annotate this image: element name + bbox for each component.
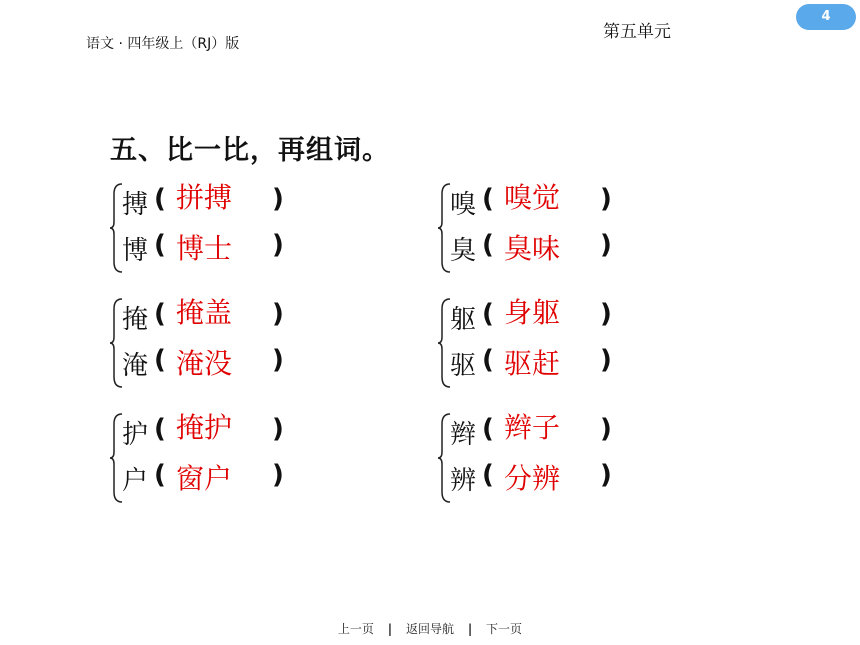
answer-text: 身躯: [504, 296, 561, 329]
character: 搏: [122, 190, 149, 220]
separator: |: [387, 622, 393, 636]
word-group-1: [110, 180, 340, 280]
answer-text: 掩护: [176, 411, 233, 444]
character: 户: [122, 466, 149, 496]
paren-close: ): [272, 230, 284, 260]
word-group-3: [110, 295, 340, 395]
answer-text: 掩盖: [176, 296, 233, 329]
character: 躯: [450, 305, 477, 335]
word-group-6: [438, 410, 668, 510]
answer-text: 嗅觉: [504, 181, 561, 214]
answer-text: 窗户: [176, 462, 233, 495]
answer-text: 驱赶: [504, 347, 561, 380]
prev-page-link[interactable]: 上一页: [337, 622, 374, 636]
subject-label: 语文 · 四年级上（RJ）版: [86, 36, 240, 52]
paren-close: ): [272, 460, 284, 490]
character: 博: [122, 236, 149, 266]
paren-close: ): [272, 184, 284, 214]
paren-open: (: [154, 184, 166, 214]
answer-text: 淹没: [176, 347, 233, 380]
character: 辫: [450, 420, 477, 450]
paren-open: (: [154, 230, 166, 260]
answer-text: 辫子: [504, 411, 561, 444]
answer-text: 分辨: [504, 462, 561, 495]
exercise-title: 五、比一比，再组词。: [110, 135, 390, 166]
paren-close: ): [600, 184, 612, 214]
page-number-badge: 4: [796, 4, 856, 30]
character: 淹: [122, 351, 149, 381]
paren-close: ): [600, 299, 612, 329]
paren-open: (: [482, 414, 494, 444]
character: 驱: [450, 351, 477, 381]
paren-open: (: [482, 460, 494, 490]
answer-text: 臭味: [504, 232, 561, 265]
unit-label: 第五单元: [603, 22, 671, 42]
paren-open: (: [154, 414, 166, 444]
character: 护: [122, 420, 149, 450]
answer-text: 拼搏: [176, 181, 233, 214]
paren-open: (: [482, 230, 494, 260]
paren-open: (: [154, 345, 166, 375]
paren-close: ): [600, 414, 612, 444]
character: 嗅: [450, 190, 477, 220]
character: 掩: [122, 305, 149, 335]
paren-open: (: [154, 299, 166, 329]
character: 臭: [450, 236, 477, 266]
word-group-2: [438, 180, 668, 280]
word-group-5: [110, 410, 340, 510]
paren-close: ): [600, 345, 612, 375]
footer-nav: [0, 620, 860, 637]
next-page-link[interactable]: 下一页: [486, 622, 523, 636]
word-group-4: [438, 295, 668, 395]
answer-text: 博士: [176, 232, 233, 265]
paren-close: ): [272, 299, 284, 329]
paren-close: ): [272, 345, 284, 375]
separator: |: [467, 622, 473, 636]
paren-open: (: [482, 299, 494, 329]
paren-close: ): [600, 460, 612, 490]
character: 辨: [450, 466, 477, 496]
paren-close: ): [272, 414, 284, 444]
paren-close: ): [600, 230, 612, 260]
paren-open: (: [154, 460, 166, 490]
paren-open: (: [482, 345, 494, 375]
back-to-nav-link[interactable]: 返回导航: [405, 622, 454, 636]
paren-open: (: [482, 184, 494, 214]
